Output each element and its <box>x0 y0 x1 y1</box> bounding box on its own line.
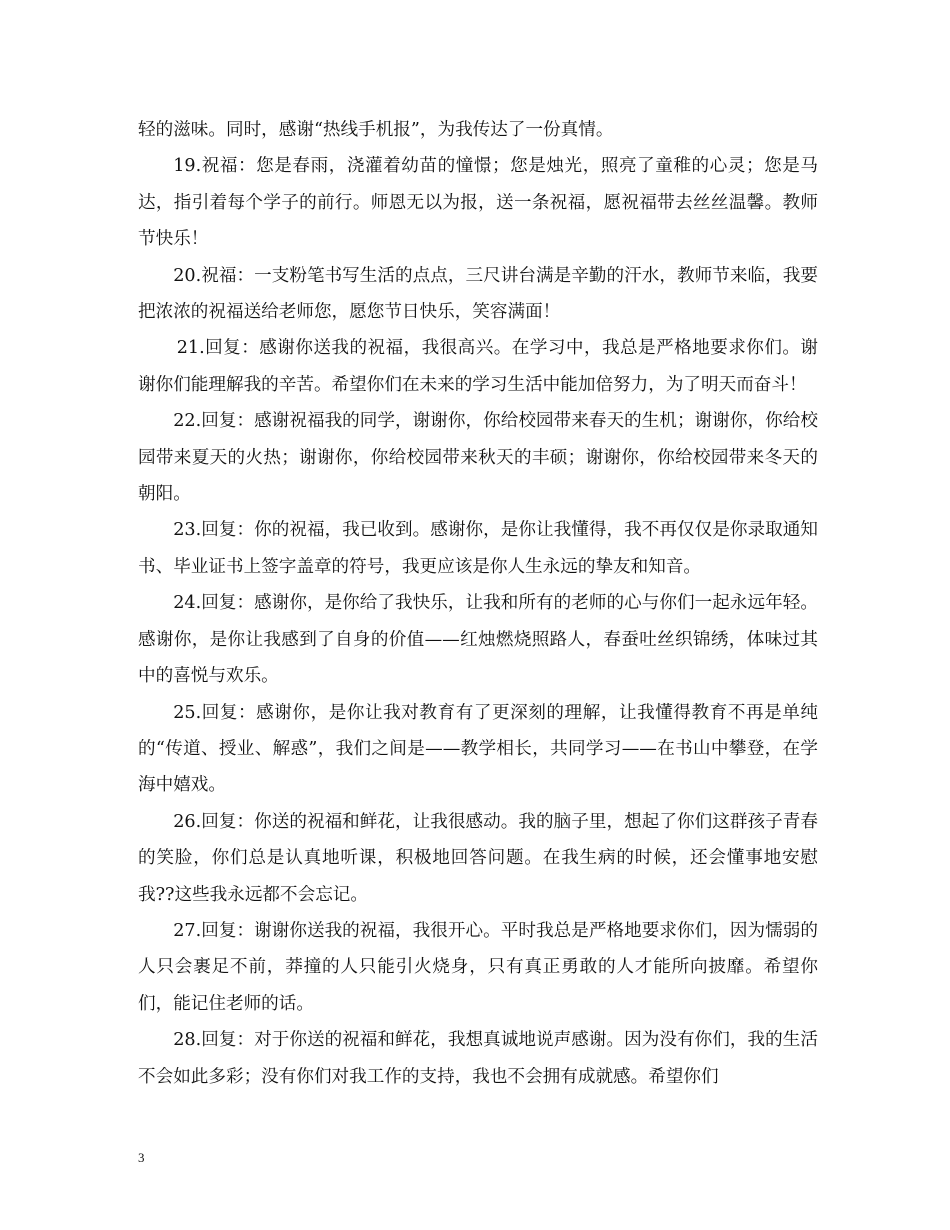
paragraph-item-28: 28.回复：对于你送的祝福和鲜花，我想真诚地说声感谢。因为没有你们，我的生活不会如此多彩；没有你们对我工作的支持，我也不会拥有成就感。希望你们 <box>138 1030 818 1087</box>
paragraph-continuation: 轻的滋味。同时，感谢“热线手机报”，为我传达了一份真情。 <box>138 120 614 140</box>
paragraph-item-24: 24.回复：感谢你，是你给了我快乐，让我和所有的老师的心与你们一起永远年轻。感谢你，是你让我感到了自身的价值——红烛燃烧照路人，春蚕吐丝织锦绣，体味过其中的喜悦与欢乐。 <box>138 593 818 687</box>
paragraph-item-21: 21.回复：感谢你送我的祝福，我很高兴。在学习中，我总是严格地要求你们。谢谢你们能理解我的辛苦。希望你们在未来的学习生活中能加倍努力，为了明天而奋斗！ <box>138 338 818 395</box>
page-body <box>138 112 818 1095</box>
paragraph-item-19: 19.祝福：您是春雨，浇灌着幼苗的憧憬；您是烛光，照亮了童稚的心灵；您是马达，指引着每个学子的前行。师恩无以为报，送一条祝福，愿祝福带去丝丝温馨。教师节快乐！ <box>138 156 818 250</box>
paragraph-item-27: 27.回复：谢谢你送我的祝福，我很开心。平时我总是严格地要求你们，因为懦弱的人只会裹足不前，莽撞的人只能引火烧身，只有真正勇敢的人才能所向披靡。希望你们，能记住老师的话。 <box>138 920 818 1014</box>
paragraph-item-22: 22.回复：感谢祝福我的同学，谢谢你，你给校园带来春天的生机；谢谢你，你给校园带来夏天的火热；谢谢你，你给校园带来秋天的丰硕；谢谢你，你给校园带来冬天的朝阳。 <box>138 411 818 505</box>
paragraph-item-25: 25.回复：感谢你，是你让我对教育有了更深刻的理解，让我懂得教育不再是单纯的“传道、授业、解惑”，我们之间是——教学相长，共同学习——在书山中攀登，在学海中嬉戏。 <box>138 702 818 796</box>
paragraph-item-23: 23.回复：你的祝福，我已收到。感谢你，是你让我懂得，我不再仅仅是你录取通知书、毕业证书上签字盖章的符号，我更应该是你人生永远的挚友和知音。 <box>138 520 818 577</box>
paragraph-item-20: 20.祝福：一支粉笔书写生活的点点，三尺讲台满是辛勤的汗水，教师节来临，我要把浓浓的祝福送给老师您，愿您节日快乐，笑容满面！ <box>138 265 818 323</box>
page-number: 3 <box>138 1150 145 1165</box>
paragraph-item-26: 26.回复：你送的祝福和鲜花，让我很感动。我的脑子里，想起了你们这群孩子青春的笑脸，你们总是认真地听课，积极地回答问题。在我生病的时候，还会懂事地安慰我??这些我永远都不会忘记。 <box>138 811 818 905</box>
